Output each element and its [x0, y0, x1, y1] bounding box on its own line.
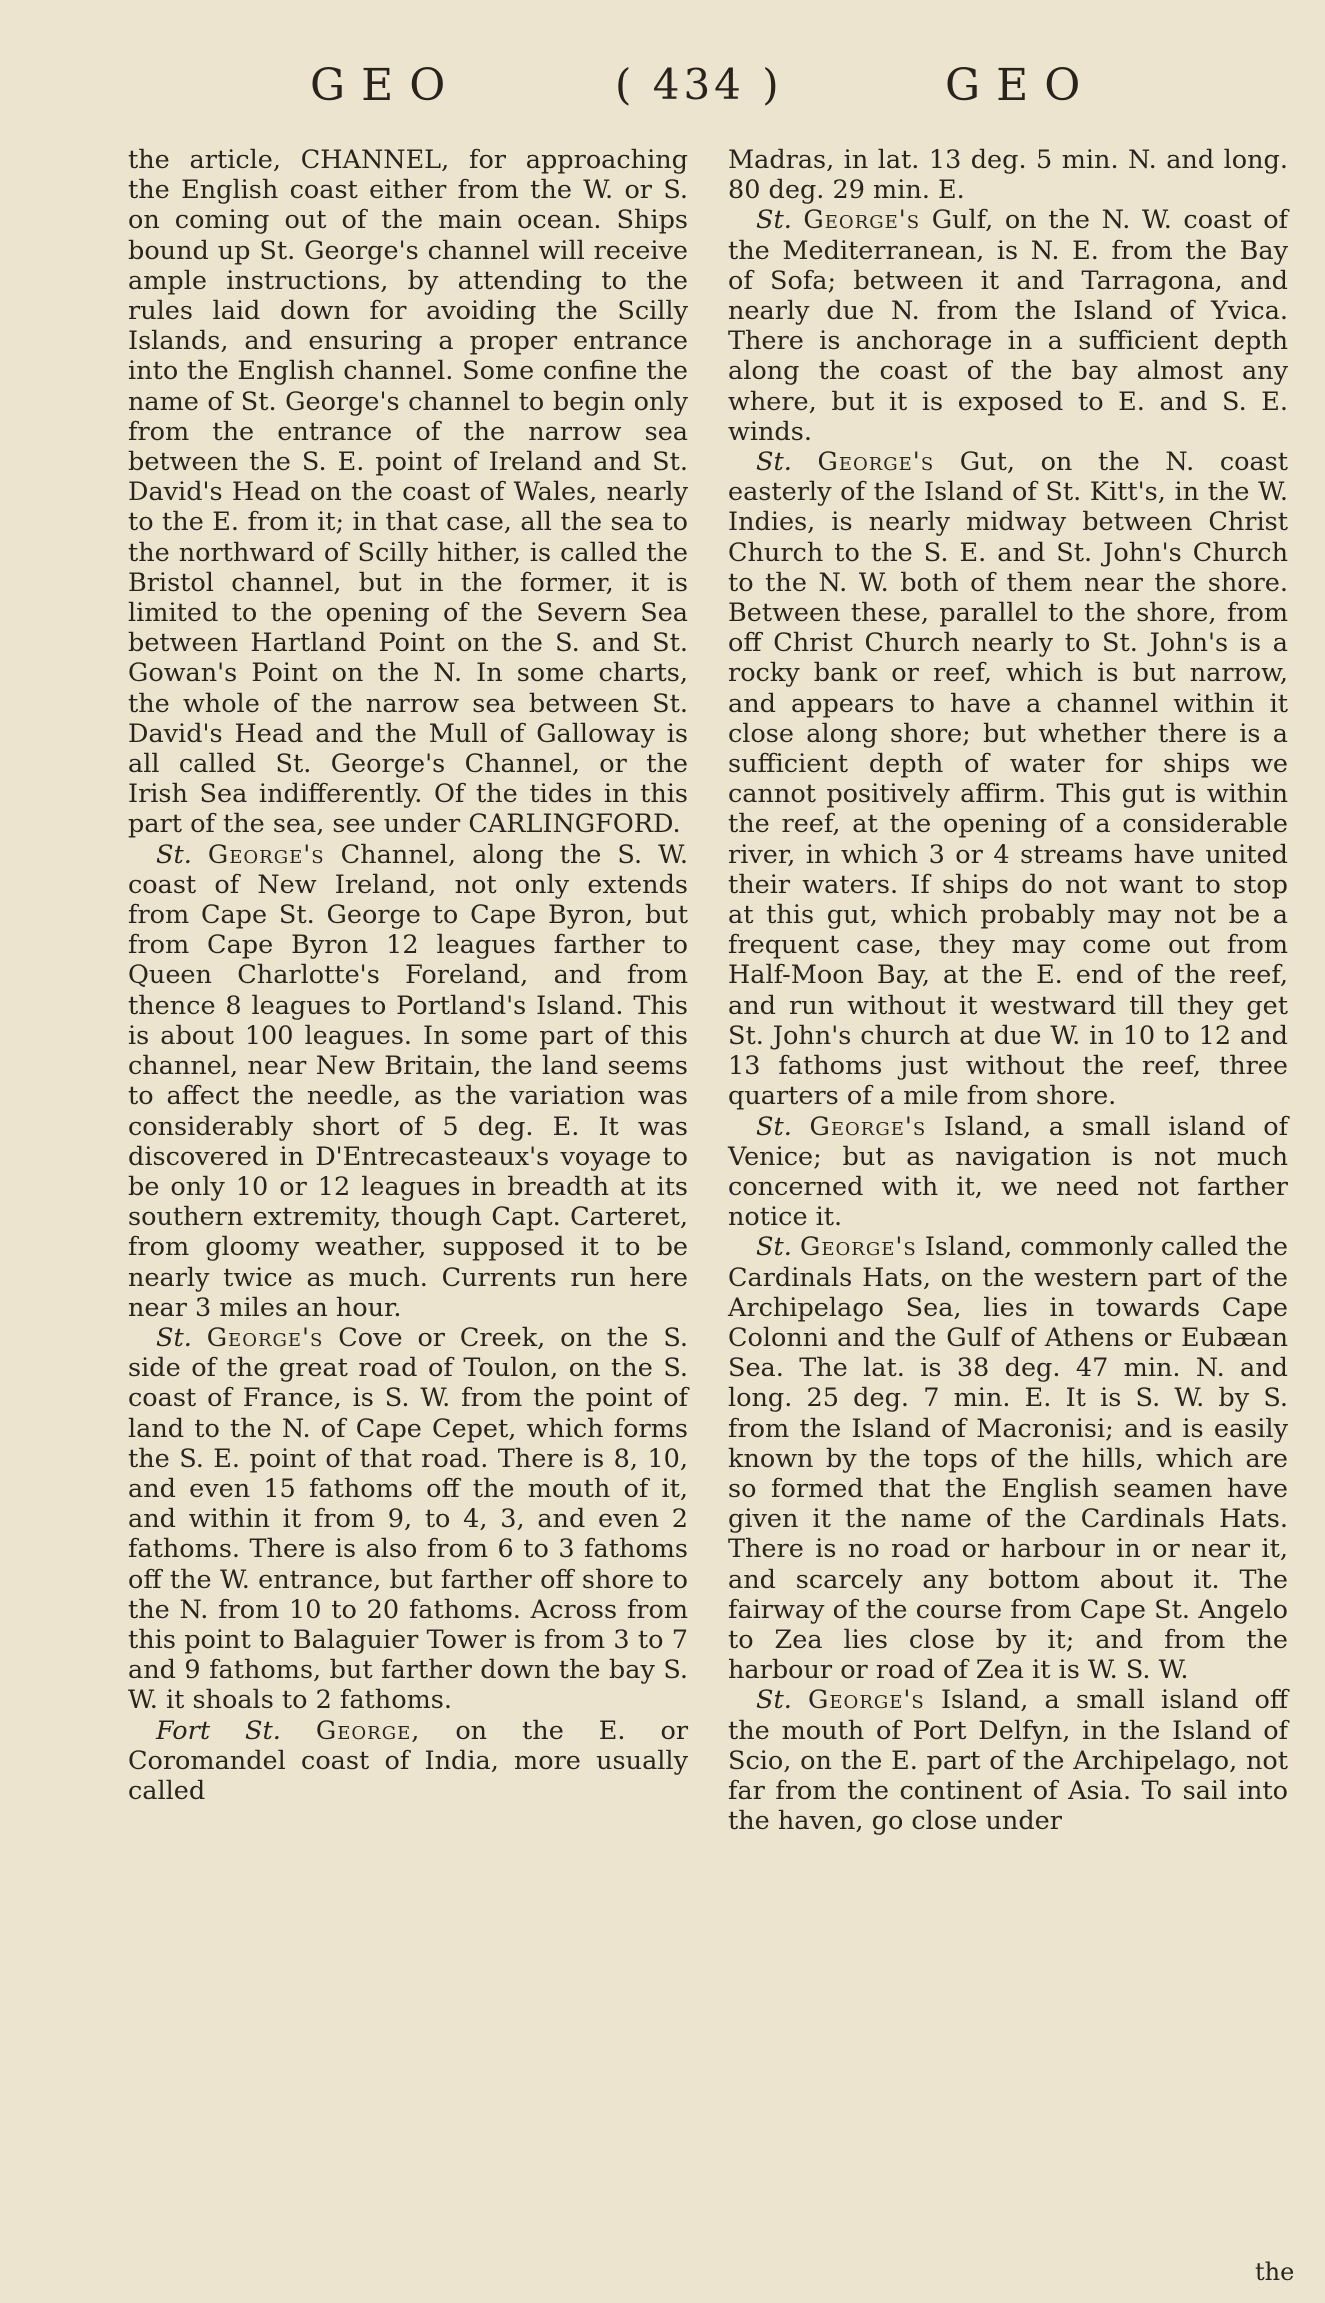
paragraph: [128, 145, 688, 840]
entry-text: the article, CHANNEL, for approaching the English coast either from the W. or S. on coming out of the main ocean. Ships bound up St. George's channel will receive ample instructions, by attending to the rules laid down for avoiding the Scilly Islands, and ensuring a proper entrance into the English channel. Some confine the name of St. George's channel to begin only from the entrance of the narrow sea between the S. E. point of Ireland and St. David's Head on the coast of Wales, nearly to the E. from it; in that case, all the sea to the northward of Scilly hither, is called the Bristol channel, but in the former, it is limited to the opening of the Severn Sea between Hartland Point on the S. and St. Gowan's Point on the N. In some charts, the whole of the narrow sea between St. David's Head and the Mull of Galloway is all called St. George's Channel, or the Irish Sea indifferently. Of the tides in this part of the sea, see under CARLINGFORD.: [128, 145, 688, 840]
entry-lead: St.: [756, 447, 792, 478]
paragraph: [728, 145, 1288, 205]
right-column: [728, 145, 1288, 1836]
entry-head: George's: [803, 205, 921, 236]
entry-text: on the E. or Coromandel coast of India, more usually called: [128, 1715, 689, 1806]
entry-head: George's: [207, 839, 325, 870]
left-column: [128, 145, 688, 1806]
entry-head: George's: [800, 1232, 917, 1263]
entry-head: George's: [809, 1111, 927, 1142]
entry-text: Channel, along the S. W. coast of New Ireland, not only extends from Cape St. George to Cape Byron, but from Cape Byron 12 leagues farther to Queen Charlotte's Foreland, and from thence 8 leagues to Portland's Island. This is about 100 leagues. In some part of this channel, near New Britain, the land seems to affect the needle, as the variation was considerably short of 5 deg. E. It was discovered in D'Entrecasteaux's voyage to be only 10 or 12 leagues in breadth at its southern extremity, though Capt. Carteret, from gloomy weather, supposed it to be nearly twice as much. Currents run here near 3 miles an hour.: [128, 839, 689, 1323]
entry-lead: St.: [756, 205, 792, 236]
paragraph: [728, 205, 1288, 447]
paragraph: [728, 1232, 1288, 1685]
entry-lead: Fort St.: [156, 1715, 281, 1746]
entry-lead: St.: [156, 1322, 192, 1353]
entry-lead: St.: [756, 1111, 792, 1142]
entry-lead: St.: [156, 839, 192, 870]
entry-text: Island, commonly called the Cardinals Hats, on the western part of the Archipelago Sea, lies in towards Cape Colonni and the Gulf of Athens or Eubæan Sea. The lat. is 38 deg. 47 min. N. and long. 25 deg. 7 min. E. It is S. W. by S. from the Island of Macronisi; and is easily known by the tops of the hills, which are so formed that the English seamen have given it the name of the Cardinals Hats. There is no road or harbour in or near it, and scarcely any bottom about it. The fairway of the course from Cape St. Angelo to Zea lies close by it; and from the harbour or road of Zea it is W. S. W.: [728, 1232, 1289, 1686]
entry-text: Island, a small island off the mouth of Port Delfyn, in the Island of Scio, on the E. part of the Archipelago, not far from the continent of Asia. To sail into the haven, go close under: [728, 1685, 1288, 1837]
entry-head: George's: [817, 447, 935, 478]
entry-text: Gut, on the N. coast easterly of the Island of St. Kitt's, in the W. Indies, is nearly midway between Christ Church to the S. E. and St. John's Church to the N. W. both of them near the shore. Between these, parallel to the shore, from off Christ Church nearly to St. John's is a rocky bank or reef, which is but narrow, and appears to have a channel within it close along shore; but whether there is a sufficient depth of water for ships we cannot positively affirm. This gut is within the reef, at the opening of a considerable river, in which 3 or 4 streams have united their waters. If ships do not want to stop at this gut, which probably may not be a frequent case, they may come out from Half-Moon Bay, at the E. end of the reef, and run without it westward till they get St. John's church at due W. in 10 to 12 and 13 fathoms just without the reef, three quarters of a mile from shore.: [728, 447, 1288, 1112]
entry-lead: St.: [756, 1685, 792, 1716]
entry-head: George's: [808, 1685, 925, 1716]
paragraph: [728, 1112, 1288, 1233]
paragraph: [728, 447, 1288, 1111]
page-number: ( 434 ): [615, 60, 783, 109]
paragraph: [728, 1685, 1288, 1836]
entry-lead: St.: [756, 1232, 792, 1263]
paragraph: [128, 1716, 688, 1807]
entry-text: Cove or Creek, on the S. side of the great road of Toulon, on the S. coast of France, is S. W. from the point of land to the N. of Cape Cepet, which forms the S. E. point of that road. There is 8, 10, and even 15 fathoms off the mouth of it, and within it from 9, to 4, 3, and even 2 fathoms. There is also from 6 to 3 fathoms off the W. entrance, but farther off shore to the N. from 10 to 20 fathoms. Across from this point to Balaguier Tower is from 3 to 7 and 9 fathoms, but farther down the bay S. W. it shoals to 2 fathoms.: [128, 1322, 689, 1716]
entry-text: Island, a small island of Venice; but as navigation is not much concerned with it, we need not farther notice it.: [728, 1111, 1289, 1233]
header-left-word: GEO: [310, 60, 462, 111]
paragraph: [128, 840, 688, 1323]
entry-head: George,: [315, 1715, 421, 1746]
entry-text: Gulf, on the N. W. coast of the Mediterranean, is N. E. from the Bay of Sofa; between it and Tarragona, and nearly due N. from the Island of Yvica. There is anchorage in a sufficient depth along the coast of the bay almost any where, but it is exposed to E. and S. E. winds.: [728, 205, 1288, 447]
header-right-word: GEO: [945, 60, 1097, 111]
entry-text: Madras, in lat. 13 deg. 5 min. N. and long. 80 deg. 29 min. E.: [728, 145, 1288, 206]
catchword: the: [1255, 2258, 1295, 2286]
entry-head: George's: [206, 1322, 324, 1353]
running-header: [0, 60, 1325, 130]
paragraph: [128, 1323, 688, 1716]
